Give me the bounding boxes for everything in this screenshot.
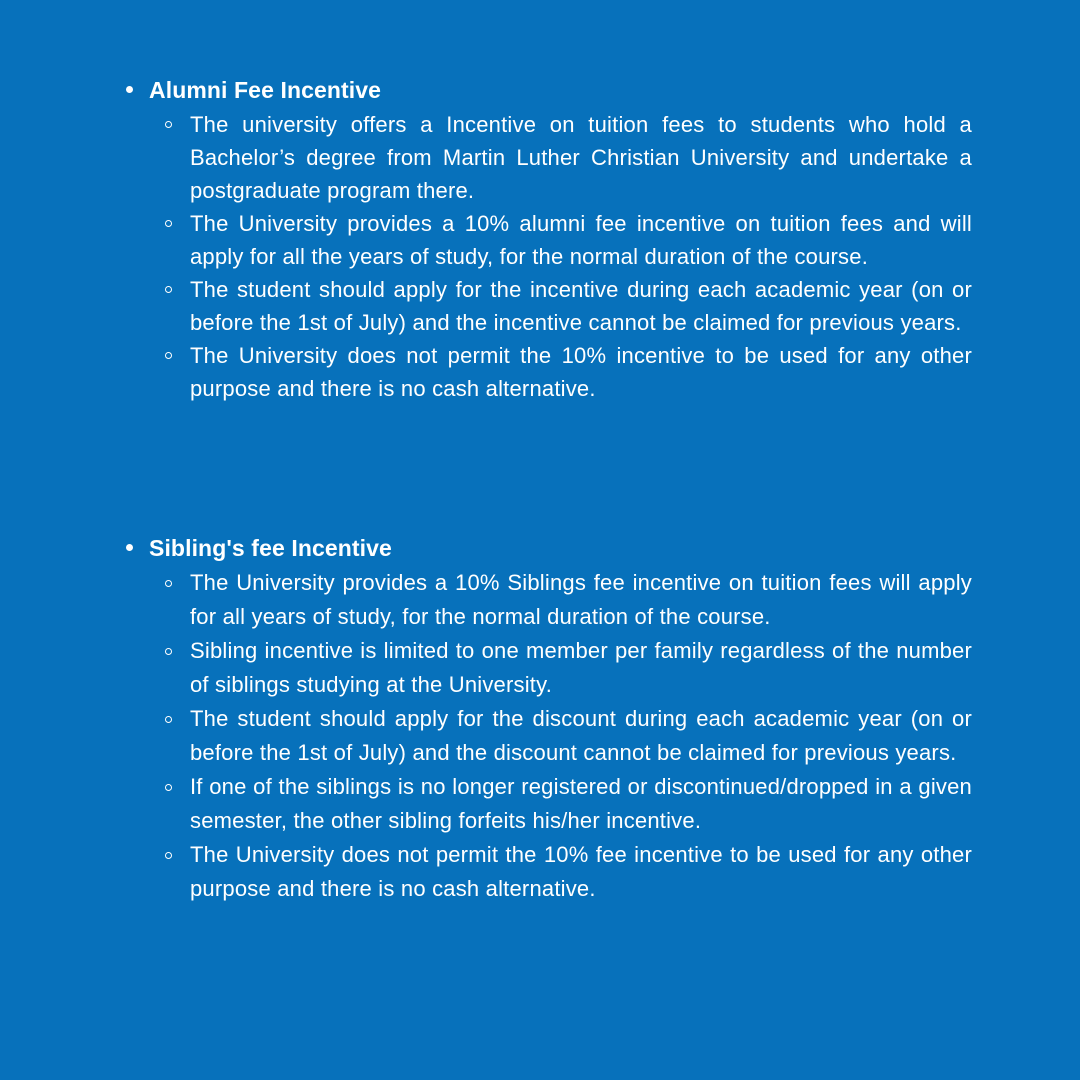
list-item-text: Sibling incentive is limited to one member per family regardless of the number of siblings studying at the University. bbox=[190, 638, 972, 697]
bullet-circle-icon bbox=[165, 784, 172, 791]
list-item-text: The student should apply for the incentive during each academic year (on or before the 1st of July) and the incentive cannot be claimed for previous years. bbox=[190, 277, 972, 335]
list-item bbox=[124, 339, 972, 405]
section-heading: Sibling's fee Incentive bbox=[149, 535, 392, 561]
bullet-circle-icon bbox=[165, 580, 172, 587]
sibling-incentive-list bbox=[124, 566, 972, 906]
list-item-text: The University does not permit the 10% incentive to be used for any other purpose and there is no cash alternative. bbox=[190, 343, 972, 401]
list-item-text: The University does not permit the 10% fee incentive to be used for any other purpose and there is no cash alternative. bbox=[190, 842, 972, 901]
list-item bbox=[124, 566, 972, 634]
list-item-text: The student should apply for the discount during each academic year (on or before the 1st of July) and the discount cannot be claimed for previous years. bbox=[190, 706, 972, 765]
list-item bbox=[124, 634, 972, 702]
list-item bbox=[124, 838, 972, 906]
bullet-circle-icon bbox=[165, 121, 172, 128]
alumni-fee-incentive-section bbox=[124, 72, 972, 405]
bullet-circle-icon bbox=[165, 352, 172, 359]
alumni-incentive-list bbox=[124, 108, 972, 405]
bullet-disc-icon bbox=[126, 544, 133, 551]
bullet-circle-icon bbox=[165, 852, 172, 859]
list-item bbox=[124, 702, 972, 770]
list-item-text: The University provides a 10% Siblings fee incentive on tuition fees will apply for all years of study, for the normal duration of the course. bbox=[190, 570, 972, 629]
list-item bbox=[124, 273, 972, 339]
list-item bbox=[124, 108, 972, 207]
list-item-text: The University provides a 10% alumni fee incentive on tuition fees and will apply for all the years of study, for the normal duration of the course. bbox=[190, 211, 972, 269]
sibling-fee-incentive-section bbox=[124, 530, 972, 906]
bullet-circle-icon bbox=[165, 648, 172, 655]
bullet-circle-icon bbox=[165, 220, 172, 227]
section-heading-row bbox=[124, 72, 972, 108]
list-item bbox=[124, 207, 972, 273]
bullet-disc-icon bbox=[126, 86, 133, 93]
bullet-circle-icon bbox=[165, 286, 172, 293]
section-heading: Alumni Fee Incentive bbox=[149, 77, 382, 103]
bullet-circle-icon bbox=[165, 716, 172, 723]
list-item bbox=[124, 770, 972, 838]
list-item-text: If one of the siblings is no longer registered or discontinued/dropped in a given semester, the other sibling forfeits his/her incentive. bbox=[190, 774, 972, 833]
section-heading-row bbox=[124, 530, 972, 566]
list-item-text: The university offers a Incentive on tuition fees to students who hold a Bachelor’s degree from Martin Luther Christian University and undertake a postgraduate program there. bbox=[190, 112, 972, 203]
